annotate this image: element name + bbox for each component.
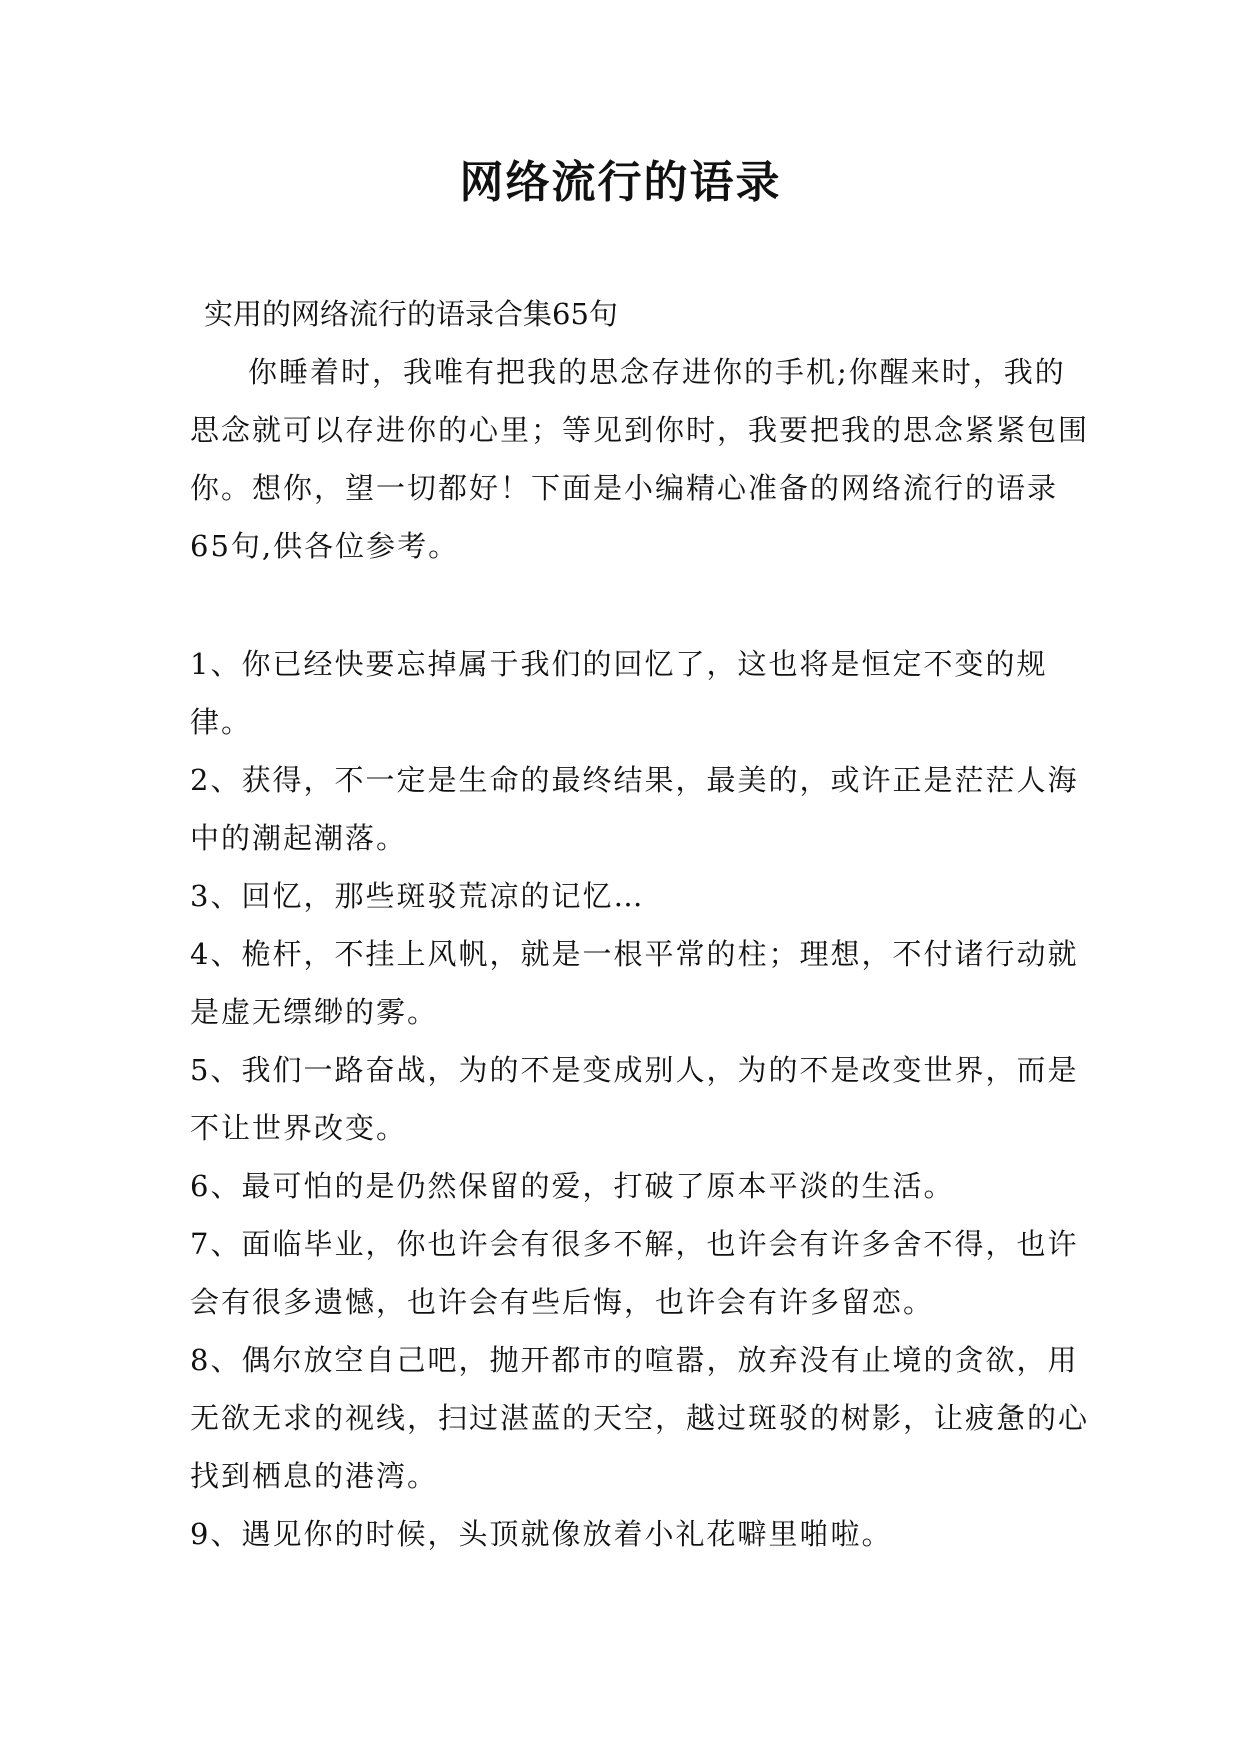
paragraph-spacer xyxy=(190,575,1090,635)
document-body xyxy=(190,285,1090,1563)
quote-item-7: 7、面临毕业，你也许会有很多不解，也许会有许多舍不得，也许会有很多遗憾，也许会有些后悔，也许会有许多留恋。 xyxy=(190,1227,1079,1319)
document-subtitle: 实用的网络流行的语录合集65句 xyxy=(204,297,618,331)
intro-paragraph: 你睡着时，我唯有把我的思念存进你的手机;你醒来时，我的思念就可以存进你的心里；等见到你时，我要把我的思念紧紧包围你。想你，望一切都好！下面是小编精心准备的网络流行的语录65句,供各位参考。 xyxy=(190,355,1090,563)
quote-item-8: 8、偶尔放空自己吧，抛开都市的喧嚣，放弃没有止境的贪欲，用无欲无求的视线，扫过湛蓝的天空，越过斑驳的树影，让疲惫的心找到栖息的港湾。 xyxy=(190,1343,1090,1493)
document-title: 网络流行的语录 xyxy=(459,157,782,208)
quote-item-3: 3、回忆，那些斑驳荒凉的记忆… xyxy=(190,879,645,913)
quote-item-9: 9、遇见你的时候，头顶就像放着小礼花噼里啪啦。 xyxy=(190,1517,893,1551)
quote-item-2: 2、获得，不一定是生命的最终结果，最美的，或许正是茫茫人海中的潮起潮落。 xyxy=(190,763,1079,855)
quote-item-4: 4、桅杆，不挂上风帆，就是一根平常的柱；理想，不付诸行动就是虚无缥缈的雾。 xyxy=(190,937,1079,1029)
quote-item-1: 1、你已经快要忘掉属于我们的回忆了，这也将是恒定不变的规律。 xyxy=(190,647,1048,739)
quote-item-6: 6、最可怕的是仍然保留的爱，打破了原本平淡的生活。 xyxy=(190,1169,955,1203)
quote-item-5: 5、我们一路奋战，为的不是变成别人，为的不是改变世界，而是不让世界改变。 xyxy=(190,1053,1079,1145)
